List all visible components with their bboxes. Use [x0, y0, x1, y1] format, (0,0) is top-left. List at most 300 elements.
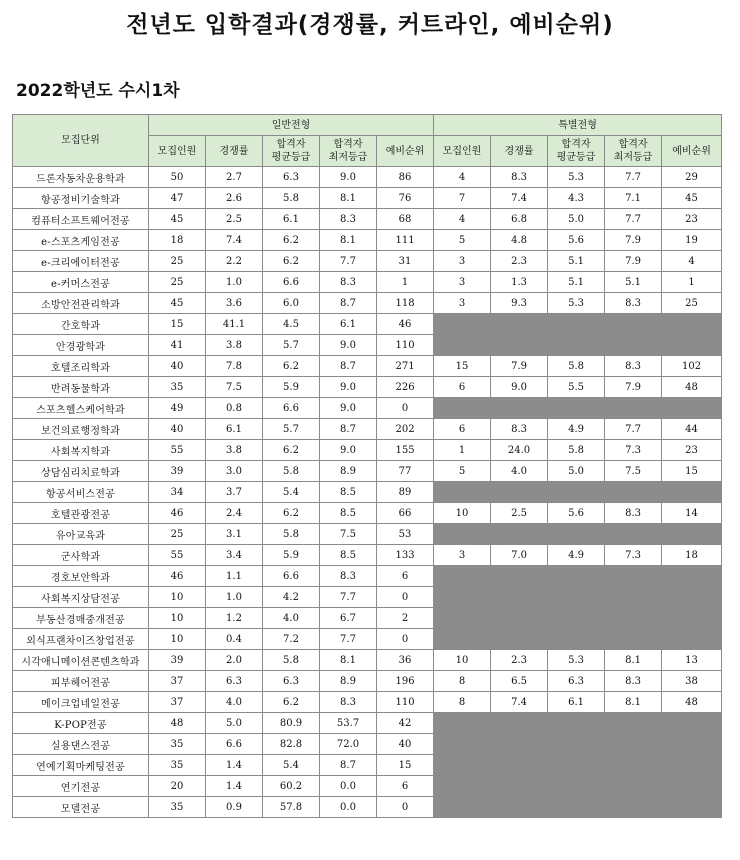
dept-name-cell: 항공서비스전공 [13, 482, 149, 503]
general-value-cell: 8.5 [320, 545, 377, 566]
special-col-header: 경쟁률 [491, 136, 548, 167]
special-value-cell: 1 [434, 440, 491, 461]
general-value-cell: 2.0 [206, 650, 263, 671]
special-value-cell: 29 [662, 167, 722, 188]
special-empty-cell [662, 398, 722, 419]
general-value-cell: 25 [149, 524, 206, 545]
special-value-cell: 15 [434, 356, 491, 377]
special-col-header: 합격자 최저등급 [605, 136, 662, 167]
general-value-cell: 39 [149, 650, 206, 671]
table-row [13, 209, 722, 230]
general-value-cell: 40 [149, 419, 206, 440]
general-col-header: 모집인원 [149, 136, 206, 167]
table-row [13, 608, 722, 629]
special-empty-cell [434, 608, 491, 629]
general-value-cell: 5.7 [263, 419, 320, 440]
general-value-cell: 41 [149, 335, 206, 356]
general-value-cell: 0.9 [206, 797, 263, 818]
general-value-cell: 25 [149, 272, 206, 293]
special-value-cell: 5.1 [548, 272, 605, 293]
special-empty-cell [491, 608, 548, 629]
dept-name-cell: 반려동물학과 [13, 377, 149, 398]
special-empty-cell [662, 587, 722, 608]
special-value-cell: 2.5 [491, 503, 548, 524]
general-value-cell: 6.2 [263, 251, 320, 272]
special-empty-cell [605, 797, 662, 818]
dept-name-cell: 사회복지상담전공 [13, 587, 149, 608]
special-empty-cell [548, 713, 605, 734]
special-value-cell: 8.3 [605, 293, 662, 314]
special-value-cell: 5.1 [605, 272, 662, 293]
general-value-cell: 8.7 [320, 356, 377, 377]
special-empty-cell [548, 755, 605, 776]
special-value-cell: 7.7 [605, 419, 662, 440]
general-value-cell: 8.7 [320, 755, 377, 776]
general-value-cell: 6.3 [206, 671, 263, 692]
table-row [13, 482, 722, 503]
admission-results-table [12, 114, 722, 818]
general-value-cell: 7.8 [206, 356, 263, 377]
general-value-cell: 2.6 [206, 188, 263, 209]
general-value-cell: 2.7 [206, 167, 263, 188]
special-empty-cell [491, 713, 548, 734]
special-empty-cell [491, 797, 548, 818]
special-empty-cell [434, 566, 491, 587]
general-value-cell: 7.7 [320, 587, 377, 608]
general-value-cell: 7.2 [263, 629, 320, 650]
special-empty-cell [662, 566, 722, 587]
table-row [13, 503, 722, 524]
general-value-cell: 6.2 [263, 692, 320, 713]
special-empty-cell [491, 398, 548, 419]
table-row [13, 293, 722, 314]
special-value-cell: 7.1 [605, 188, 662, 209]
dept-header: 모집단위 [13, 115, 149, 167]
general-value-cell: 47 [149, 188, 206, 209]
special-value-cell: 7.5 [605, 461, 662, 482]
general-value-cell: 0 [377, 629, 434, 650]
special-value-cell: 48 [662, 692, 722, 713]
general-value-cell: 4.5 [263, 314, 320, 335]
general-value-cell: 25 [149, 251, 206, 272]
special-empty-cell [434, 314, 491, 335]
special-value-cell: 5.5 [548, 377, 605, 398]
table-row [13, 587, 722, 608]
general-value-cell: 36 [377, 650, 434, 671]
general-value-cell: 6.7 [320, 608, 377, 629]
special-empty-cell [662, 776, 722, 797]
dept-name-cell: 호텔조리학과 [13, 356, 149, 377]
general-value-cell: 5.4 [263, 482, 320, 503]
general-value-cell: 3.6 [206, 293, 263, 314]
general-value-cell: 0.0 [320, 776, 377, 797]
general-value-cell: 2.2 [206, 251, 263, 272]
general-value-cell: 4.0 [263, 608, 320, 629]
special-empty-cell [491, 629, 548, 650]
general-value-cell: 5.8 [263, 650, 320, 671]
special-value-cell: 5.3 [548, 650, 605, 671]
special-value-cell: 4.8 [491, 230, 548, 251]
header-row-groups [13, 115, 722, 136]
special-value-cell: 8.3 [605, 671, 662, 692]
special-value-cell: 2.3 [491, 650, 548, 671]
special-empty-cell [605, 713, 662, 734]
special-value-cell: 7.9 [605, 251, 662, 272]
special-empty-cell [662, 713, 722, 734]
dept-name-cell: 실용댄스전공 [13, 734, 149, 755]
table-body [13, 167, 722, 818]
special-value-cell: 5.6 [548, 230, 605, 251]
general-value-cell: 45 [149, 209, 206, 230]
special-value-cell: 14 [662, 503, 722, 524]
special-value-cell: 5.3 [548, 167, 605, 188]
special-empty-cell [605, 482, 662, 503]
general-value-cell: 41.1 [206, 314, 263, 335]
special-empty-cell [548, 524, 605, 545]
table-row [13, 545, 722, 566]
general-value-cell: 60.2 [263, 776, 320, 797]
general-value-cell: 9.0 [320, 167, 377, 188]
special-empty-cell [662, 335, 722, 356]
general-value-cell: 0 [377, 398, 434, 419]
dept-name-cell: 항공정비기술학과 [13, 188, 149, 209]
table-row [13, 272, 722, 293]
special-empty-cell [548, 776, 605, 797]
special-empty-cell [491, 335, 548, 356]
general-value-cell: 6.2 [263, 230, 320, 251]
special-value-cell: 7.3 [605, 440, 662, 461]
general-value-cell: 18 [149, 230, 206, 251]
general-value-cell: 6.2 [263, 356, 320, 377]
dept-name-cell: 보건의료행정학과 [13, 419, 149, 440]
general-value-cell: 46 [377, 314, 434, 335]
dept-name-cell: 컴퓨터소프트웨어전공 [13, 209, 149, 230]
general-value-cell: 10 [149, 587, 206, 608]
table-row [13, 671, 722, 692]
special-value-cell: 1.3 [491, 272, 548, 293]
general-value-cell: 8.1 [320, 650, 377, 671]
general-value-cell: 3.8 [206, 440, 263, 461]
special-empty-cell [491, 734, 548, 755]
general-value-cell: 7.5 [320, 524, 377, 545]
special-value-cell: 7.9 [605, 230, 662, 251]
table-row [13, 776, 722, 797]
table-row [13, 713, 722, 734]
special-empty-cell [662, 608, 722, 629]
general-value-cell: 1.4 [206, 776, 263, 797]
special-value-cell: 9.0 [491, 377, 548, 398]
dept-name-cell: 메이크업네일전공 [13, 692, 149, 713]
general-value-cell: 9.0 [320, 335, 377, 356]
special-empty-cell [491, 776, 548, 797]
general-value-cell: 34 [149, 482, 206, 503]
special-value-cell: 5.8 [548, 356, 605, 377]
general-header: 일반전형 [149, 115, 434, 136]
special-empty-cell [662, 314, 722, 335]
special-empty-cell [548, 335, 605, 356]
general-value-cell: 0 [377, 587, 434, 608]
special-empty-cell [434, 524, 491, 545]
general-value-cell: 111 [377, 230, 434, 251]
general-value-cell: 15 [377, 755, 434, 776]
general-value-cell: 68 [377, 209, 434, 230]
special-empty-cell [434, 797, 491, 818]
special-value-cell: 102 [662, 356, 722, 377]
dept-name-cell: 유아교육과 [13, 524, 149, 545]
special-empty-cell [548, 566, 605, 587]
special-value-cell: 5.1 [548, 251, 605, 272]
dept-name-cell: 시각애니메이션콘텐츠학과 [13, 650, 149, 671]
dept-name-cell: 사회복지학과 [13, 440, 149, 461]
special-value-cell: 1 [662, 272, 722, 293]
special-value-cell: 8.3 [491, 167, 548, 188]
general-value-cell: 118 [377, 293, 434, 314]
general-value-cell: 8.5 [320, 482, 377, 503]
special-value-cell: 5 [434, 461, 491, 482]
special-empty-cell [605, 335, 662, 356]
table-row [13, 188, 722, 209]
general-value-cell: 7.4 [206, 230, 263, 251]
section-subtitle: 2022학년도 수시1차 [16, 81, 180, 101]
dept-name-cell: 드론자동차운용학과 [13, 167, 149, 188]
general-value-cell: 4.0 [206, 692, 263, 713]
special-empty-cell [605, 314, 662, 335]
general-value-cell: 7.5 [206, 377, 263, 398]
dept-name-cell: e-커머스전공 [13, 272, 149, 293]
dept-name-cell: 피부헤어전공 [13, 671, 149, 692]
general-value-cell: 8.1 [320, 188, 377, 209]
special-value-cell: 5 [434, 230, 491, 251]
special-value-cell: 8.3 [491, 419, 548, 440]
special-value-cell: 3 [434, 545, 491, 566]
general-value-cell: 5.8 [263, 524, 320, 545]
general-value-cell: 31 [377, 251, 434, 272]
general-value-cell: 5.8 [263, 461, 320, 482]
special-empty-cell [662, 524, 722, 545]
special-header: 특별전형 [434, 115, 722, 136]
general-col-header: 경쟁률 [206, 136, 263, 167]
dept-name-cell: 스포츠헬스케어학과 [13, 398, 149, 419]
general-value-cell: 6.1 [263, 209, 320, 230]
special-value-cell: 8.3 [605, 503, 662, 524]
general-value-cell: 6 [377, 776, 434, 797]
special-value-cell: 3 [434, 272, 491, 293]
special-empty-cell [491, 314, 548, 335]
general-value-cell: 89 [377, 482, 434, 503]
special-value-cell: 38 [662, 671, 722, 692]
special-value-cell: 4 [434, 167, 491, 188]
general-value-cell: 76 [377, 188, 434, 209]
general-value-cell: 15 [149, 314, 206, 335]
special-empty-cell [548, 314, 605, 335]
special-value-cell: 8 [434, 692, 491, 713]
special-value-cell: 7 [434, 188, 491, 209]
special-empty-cell [548, 587, 605, 608]
general-value-cell: 3.7 [206, 482, 263, 503]
special-empty-cell [434, 398, 491, 419]
general-value-cell: 9.0 [320, 440, 377, 461]
general-value-cell: 55 [149, 440, 206, 461]
special-value-cell: 5.0 [548, 209, 605, 230]
dept-name-cell: 상담심리치료학과 [13, 461, 149, 482]
special-value-cell: 25 [662, 293, 722, 314]
special-value-cell: 6.1 [548, 692, 605, 713]
general-value-cell: 8.5 [320, 503, 377, 524]
general-value-cell: 20 [149, 776, 206, 797]
general-value-cell: 1.0 [206, 272, 263, 293]
general-value-cell: 80.9 [263, 713, 320, 734]
general-value-cell: 48 [149, 713, 206, 734]
special-value-cell: 7.7 [605, 167, 662, 188]
special-empty-cell [548, 482, 605, 503]
general-value-cell: 57.8 [263, 797, 320, 818]
special-value-cell: 6.8 [491, 209, 548, 230]
special-value-cell: 7.4 [491, 692, 548, 713]
special-value-cell: 5.0 [548, 461, 605, 482]
dept-name-cell: 외식프랜차이즈창업전공 [13, 629, 149, 650]
special-empty-cell [605, 629, 662, 650]
table-row [13, 356, 722, 377]
special-value-cell: 6 [434, 419, 491, 440]
dept-name-cell: 모델전공 [13, 797, 149, 818]
special-empty-cell [491, 566, 548, 587]
general-value-cell: 7.7 [320, 629, 377, 650]
general-value-cell: 133 [377, 545, 434, 566]
dept-name-cell: 연기전공 [13, 776, 149, 797]
general-value-cell: 2 [377, 608, 434, 629]
dept-name-cell: 호텔관광전공 [13, 503, 149, 524]
general-value-cell: 5.4 [263, 755, 320, 776]
special-value-cell: 10 [434, 503, 491, 524]
general-value-cell: 0.0 [320, 797, 377, 818]
dept-name-cell: 군사학과 [13, 545, 149, 566]
special-value-cell: 3 [434, 293, 491, 314]
general-value-cell: 86 [377, 167, 434, 188]
general-value-cell: 8.3 [320, 566, 377, 587]
general-value-cell: 8.9 [320, 461, 377, 482]
special-value-cell: 24.0 [491, 440, 548, 461]
table-row [13, 461, 722, 482]
general-value-cell: 1.0 [206, 587, 263, 608]
general-value-cell: 0.8 [206, 398, 263, 419]
general-value-cell: 40 [149, 356, 206, 377]
general-value-cell: 196 [377, 671, 434, 692]
table-row [13, 734, 722, 755]
general-value-cell: 6.6 [206, 734, 263, 755]
special-empty-cell [434, 335, 491, 356]
general-value-cell: 50 [149, 167, 206, 188]
general-value-cell: 5.9 [263, 545, 320, 566]
special-value-cell: 8 [434, 671, 491, 692]
general-value-cell: 3.4 [206, 545, 263, 566]
general-value-cell: 8.7 [320, 419, 377, 440]
table-row [13, 230, 722, 251]
special-empty-cell [548, 608, 605, 629]
general-value-cell: 66 [377, 503, 434, 524]
general-value-cell: 72.0 [320, 734, 377, 755]
general-value-cell: 6.2 [263, 503, 320, 524]
general-value-cell: 271 [377, 356, 434, 377]
special-empty-cell [491, 755, 548, 776]
general-value-cell: 6.0 [263, 293, 320, 314]
general-value-cell: 8.3 [320, 209, 377, 230]
general-value-cell: 55 [149, 545, 206, 566]
special-empty-cell [605, 608, 662, 629]
special-empty-cell [605, 587, 662, 608]
general-value-cell: 6.1 [206, 419, 263, 440]
special-value-cell: 45 [662, 188, 722, 209]
special-value-cell: 4 [662, 251, 722, 272]
special-empty-cell [434, 587, 491, 608]
table-row [13, 398, 722, 419]
general-value-cell: 35 [149, 755, 206, 776]
general-value-cell: 7.7 [320, 251, 377, 272]
table-row [13, 524, 722, 545]
general-value-cell: 39 [149, 461, 206, 482]
special-value-cell: 8.3 [605, 356, 662, 377]
general-value-cell: 53 [377, 524, 434, 545]
general-value-cell: 6.2 [263, 440, 320, 461]
special-value-cell: 6 [434, 377, 491, 398]
special-col-header: 합격자 평균등급 [548, 136, 605, 167]
special-value-cell: 2.3 [491, 251, 548, 272]
special-value-cell: 9.3 [491, 293, 548, 314]
special-value-cell: 23 [662, 209, 722, 230]
table-row [13, 692, 722, 713]
dept-name-cell: 연예기획마케팅전공 [13, 755, 149, 776]
general-value-cell: 35 [149, 377, 206, 398]
general-value-cell: 35 [149, 797, 206, 818]
general-value-cell: 82.8 [263, 734, 320, 755]
special-empty-cell [434, 734, 491, 755]
special-value-cell: 7.9 [491, 356, 548, 377]
special-value-cell: 6.3 [548, 671, 605, 692]
special-value-cell: 5.8 [548, 440, 605, 461]
general-value-cell: 3.8 [206, 335, 263, 356]
special-value-cell: 13 [662, 650, 722, 671]
special-empty-cell [605, 755, 662, 776]
special-empty-cell [662, 797, 722, 818]
special-value-cell: 7.7 [605, 209, 662, 230]
special-empty-cell [548, 734, 605, 755]
general-value-cell: 6.3 [263, 167, 320, 188]
special-value-cell: 15 [662, 461, 722, 482]
general-value-cell: 3.1 [206, 524, 263, 545]
special-value-cell: 4 [434, 209, 491, 230]
table-row [13, 566, 722, 587]
general-value-cell: 35 [149, 734, 206, 755]
special-value-cell: 23 [662, 440, 722, 461]
general-value-cell: 6.6 [263, 398, 320, 419]
general-value-cell: 8.1 [320, 230, 377, 251]
general-value-cell: 37 [149, 692, 206, 713]
general-value-cell: 77 [377, 461, 434, 482]
special-empty-cell [434, 482, 491, 503]
general-value-cell: 1.4 [206, 755, 263, 776]
table-row [13, 251, 722, 272]
special-value-cell: 4.9 [548, 545, 605, 566]
general-value-cell: 226 [377, 377, 434, 398]
table-row [13, 167, 722, 188]
general-col-header: 예비순위 [377, 136, 434, 167]
general-value-cell: 46 [149, 566, 206, 587]
dept-name-cell: e-스포츠게임전공 [13, 230, 149, 251]
special-value-cell: 7.3 [605, 545, 662, 566]
general-value-cell: 1 [377, 272, 434, 293]
special-value-cell: 3 [434, 251, 491, 272]
general-value-cell: 6.6 [263, 566, 320, 587]
general-value-cell: 53.7 [320, 713, 377, 734]
